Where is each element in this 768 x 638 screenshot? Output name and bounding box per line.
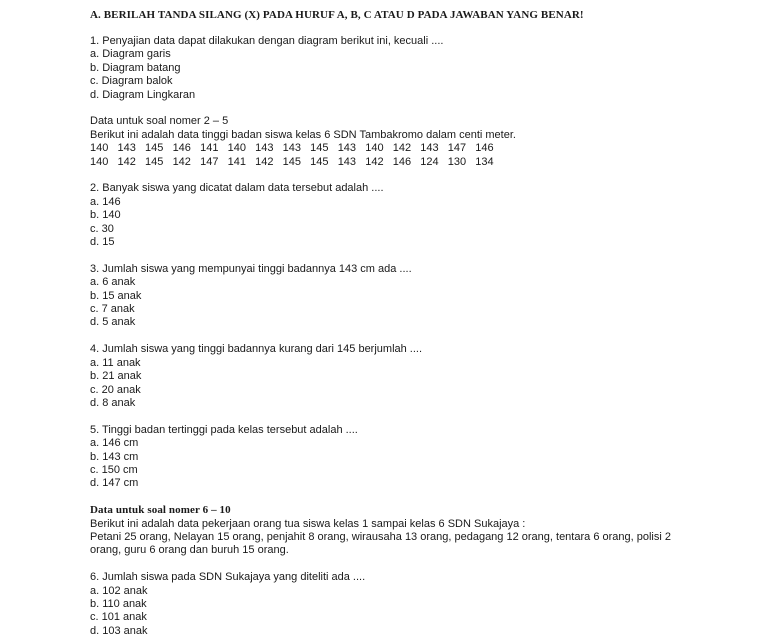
question-5: [90, 424, 760, 491]
option-d: d. Diagram Lingkaran: [90, 88, 196, 101]
data-block-2-5: [90, 115, 760, 169]
data-body: Petani 25 orang, Nelayan 15 orang, penjahit 8 orang, wirausaha 13 orang, pedagang 12 orang, tentara 6 orang, polisi 2 orang, guru 6 orang dan buruh 15 orang.: [90, 530, 671, 557]
question-4: [90, 343, 760, 410]
question-text: 3. Jumlah siswa yang mempunyai tinggi badannya 143 cm ada ....: [90, 262, 412, 275]
question-1: [90, 35, 760, 102]
option-c: c. 30: [90, 222, 114, 235]
option-c: c. 150 cm: [90, 463, 138, 476]
option-c: c. Diagram balok: [90, 75, 173, 88]
section-heading: A. BERILAH TANDA SILANG (X) PADA HURUF A, B, C ATAU D PADA JAWABAN YANG BENAR!: [90, 9, 584, 21]
option-d: d. 15: [90, 236, 115, 249]
question-text: 6. Jumlah siswa pada SDN Sukajaya yang diteliti ada ....: [90, 571, 366, 584]
option-c: c. 101 anak: [90, 611, 147, 624]
option-d: d. 8 anak: [90, 396, 136, 409]
question-6: [90, 571, 760, 638]
question-text: 5. Tinggi badan tertinggi pada kelas tersebut adalah ....: [90, 423, 358, 436]
question-text: 4. Jumlah siswa yang tinggi badannya kurang dari 145 berjumlah ....: [90, 343, 423, 356]
option-a: a. 6 anak: [90, 276, 136, 289]
question-text: 1. Penyajian data dapat dilakukan dengan diagram berikut ini, kecuali ....: [90, 35, 444, 47]
option-c: c. 7 anak: [90, 303, 135, 316]
option-a: a. 11 anak: [90, 356, 141, 369]
option-b: b. 21 anak: [90, 370, 142, 383]
option-b: b. 15 anak: [90, 289, 142, 302]
data-title: Data untuk soal nomer 6 – 10: [90, 504, 231, 517]
option-b: b. Diagram batang: [90, 61, 181, 74]
question-text: 2. Banyak siswa yang dicatat dalam data tersebut adalah ....: [90, 182, 384, 195]
data-title: Data untuk soal nomer 2 – 5: [90, 115, 229, 128]
option-a: a. 102 anak: [90, 584, 148, 597]
option-c: c. 20 anak: [90, 383, 141, 396]
question-3: [90, 263, 760, 330]
data-row-2: 140 142 145 142 147 141 142 145 145 143 142 146 124 130 134: [90, 155, 494, 168]
data-intro: Berikut ini adalah data pekerjaan orang tua siswa kelas 1 sampai kelas 6 SDN Sukajaya :: [90, 517, 526, 530]
option-d: d. 103 anak: [90, 624, 148, 637]
option-a: a. 146: [90, 195, 121, 208]
option-b: b. 140: [90, 209, 121, 222]
option-a: a. Diagram garis: [90, 48, 171, 61]
content: [90, 35, 760, 638]
option-d: d. 5 anak: [90, 316, 136, 329]
data-row-1: 140 143 145 146 141 140 143 143 145 143 140 142 143 147 146: [90, 142, 494, 155]
data-block-6-10: [90, 504, 760, 558]
option-b: b. 143 cm: [90, 450, 139, 463]
option-a: a. 146 cm: [90, 437, 139, 450]
option-b: b. 110 anak: [90, 597, 147, 610]
data-intro: Berikut ini adalah data tinggi badan siswa kelas 6 SDN Tambakromo dalam centi meter.: [90, 128, 516, 141]
question-2: [90, 182, 760, 249]
option-d: d. 147 cm: [90, 477, 139, 490]
